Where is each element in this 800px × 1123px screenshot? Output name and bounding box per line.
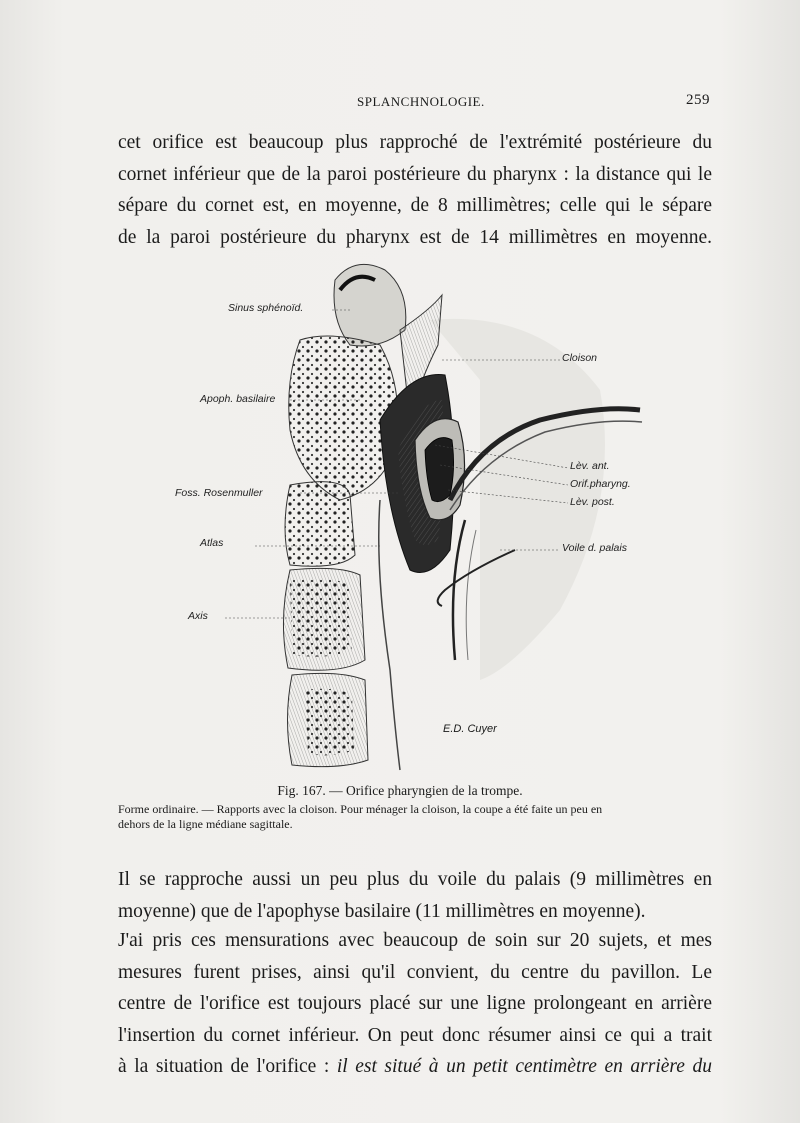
text-line: J'ai pris ces mensurations avec beaucoup de soin sur 20 sujets, et mes [118,930,712,951]
label-lev-post: Lèv. post. [570,496,615,508]
text-line: de la paroi postérieure du pharynx est de 14 millimètres en moyenne. [118,226,712,248]
paragraph-2 [118,864,712,927]
anatomical-figure [175,250,720,780]
text-line: cornet inférieur que de la paroi postérieure du pharynx : la distance qui le [118,163,712,185]
text-line: sépare du cornet est, en moyenne, de 8 millimètres; celle qui le sépare [118,195,712,216]
label-lev-ant: Lèv. ant. [570,460,610,472]
label-axis: Axis [188,610,208,622]
label-orif-pharyng: Orif.pharyng. [570,478,631,490]
page-header [0,92,800,112]
caption-line: Forme ordinaire. — Rapports avec la cloison. Pour ménager la cloison, la coupe a été faite un peu en [118,802,603,816]
label-voile-palais: Voile d. palais [562,542,627,554]
text-line: l'insertion du cornet inférieur. On peut donc résumer ainsi ce qui a trait [118,1024,712,1046]
text-line-start: à la situation de l'orifice : [118,1056,337,1077]
label-atlas: Atlas [200,537,224,549]
text-line-final [118,1051,712,1083]
figure-caption-title: Fig. 167. — Orifice pharyngien de la trompe. [277,783,523,798]
figure-caption-text [118,802,712,832]
engraver-signature: E.D. Cuyer [443,723,497,735]
label-cloison: Cloison [562,352,598,364]
caption-line: dehors de la ligne médiane sagittale. [118,817,293,831]
paragraph-3 [118,925,712,1083]
running-title: SPLANCHNOLOGIE. [357,94,485,109]
paragraph-1 [118,127,712,253]
label-apoph-basilaire: Apoph. basilaire [200,393,276,405]
text-line: mesures furent prises, ainsi qu'il convient, du centre du pavillon. Le [118,961,712,983]
text-line: cet orifice est beaucoup plus rapproché de l'extrémité postérieure du [118,132,712,153]
text-line: Il se rapproche aussi un peu plus du voile du palais (9 millimètres en [118,869,712,890]
page-number: 259 [686,92,710,108]
text-line: centre de l'orifice est toujours placé sur une ligne prolongeant en arrière [118,993,712,1014]
label-foss-rosenmuller: Foss. Rosenmuller [175,487,263,499]
label-sinus-sphenoid: Sinus sphénoïd. [228,302,304,314]
text-line: moyenne) que de l'apophyse basilaire (11 millimètres en moyenne). [118,900,646,922]
italic-emphasis: il est situé à un petit centimètre en arrière du [336,1056,712,1077]
anatomy-engraving [180,250,720,780]
